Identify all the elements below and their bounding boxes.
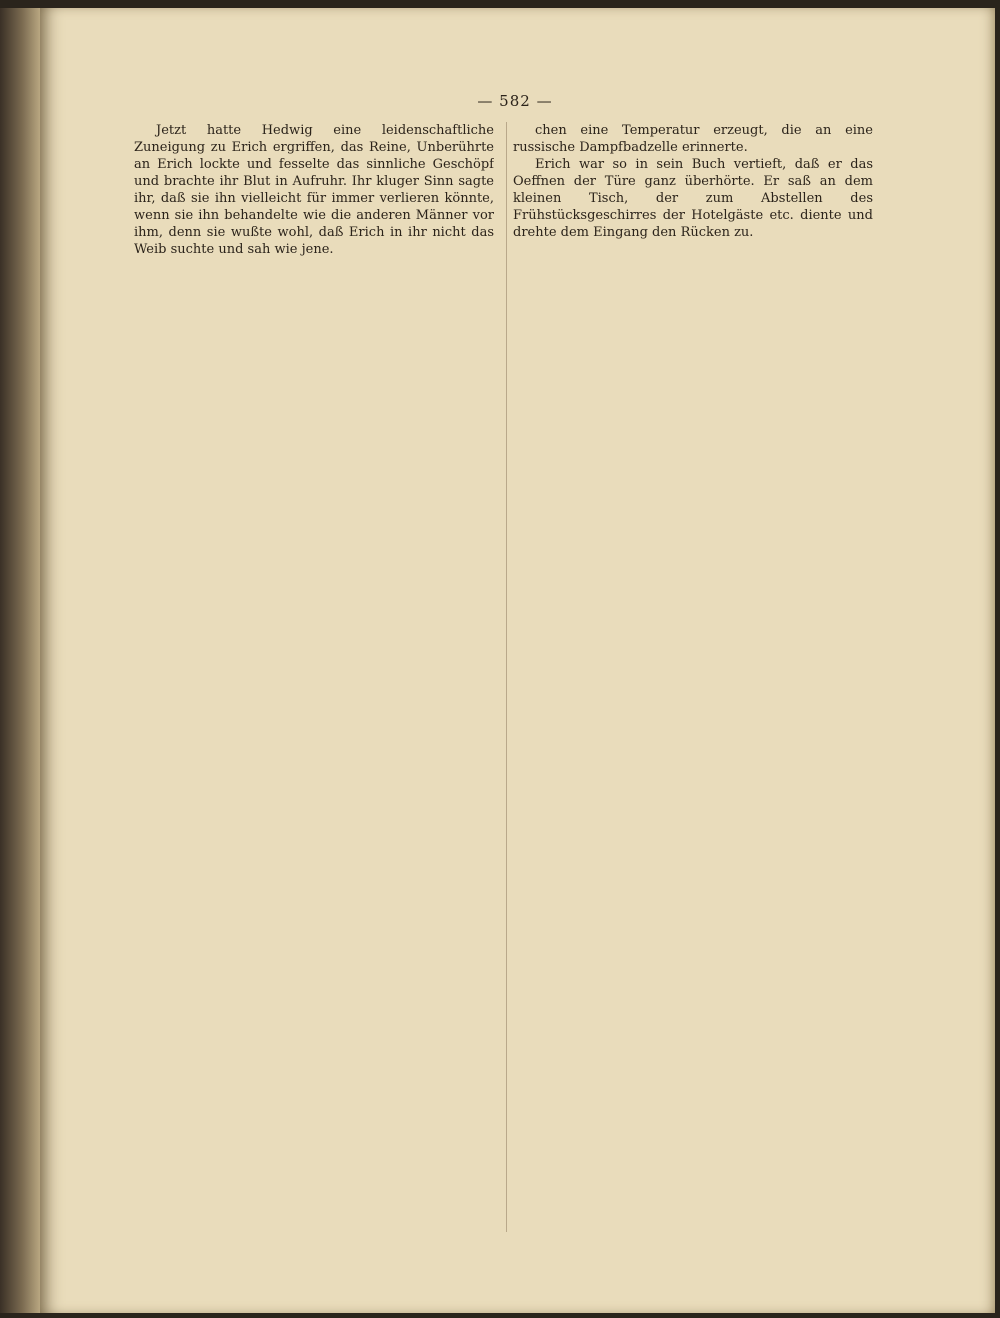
text-column-left [134, 122, 494, 1232]
page-number: — 582 — [477, 92, 553, 110]
book-binding [0, 8, 40, 1313]
column-divider [506, 122, 507, 1232]
paragraph: chen eine Temperatur erzeugt, die an eine russische Dampfbadzelle erinnerte. [513, 123, 873, 155]
text-column-right [513, 122, 873, 1232]
paragraph: Erich war so in sein Buch vertieft, daß er das Oeffnen der Türe ganz überhörte. Er saß an dem kleinen Tisch, der zum Abstellen des Frühstücksgeschirres der Hotelgäste etc. diente und drehte dem Eingang den Rücken zu. [513, 157, 873, 240]
paragraph: Jetzt hatte Hedwig eine leidenschaftliche Zuneigung zu Erich ergriffen, das Reine, Unberührte an Erich lockte und fesselte das sinnliche Geschöpf und brachte ihr Blut in Aufruhr. Ihr kluger Sinn sagte ihr, daß sie ihn vielleicht für immer verlieren könnte, wenn sie ihn behandelte wie die anderen Männer vor ihm, denn sie wußte wohl, daß Erich in ihr nicht das Weib suchte und sah wie jene. [134, 123, 494, 257]
